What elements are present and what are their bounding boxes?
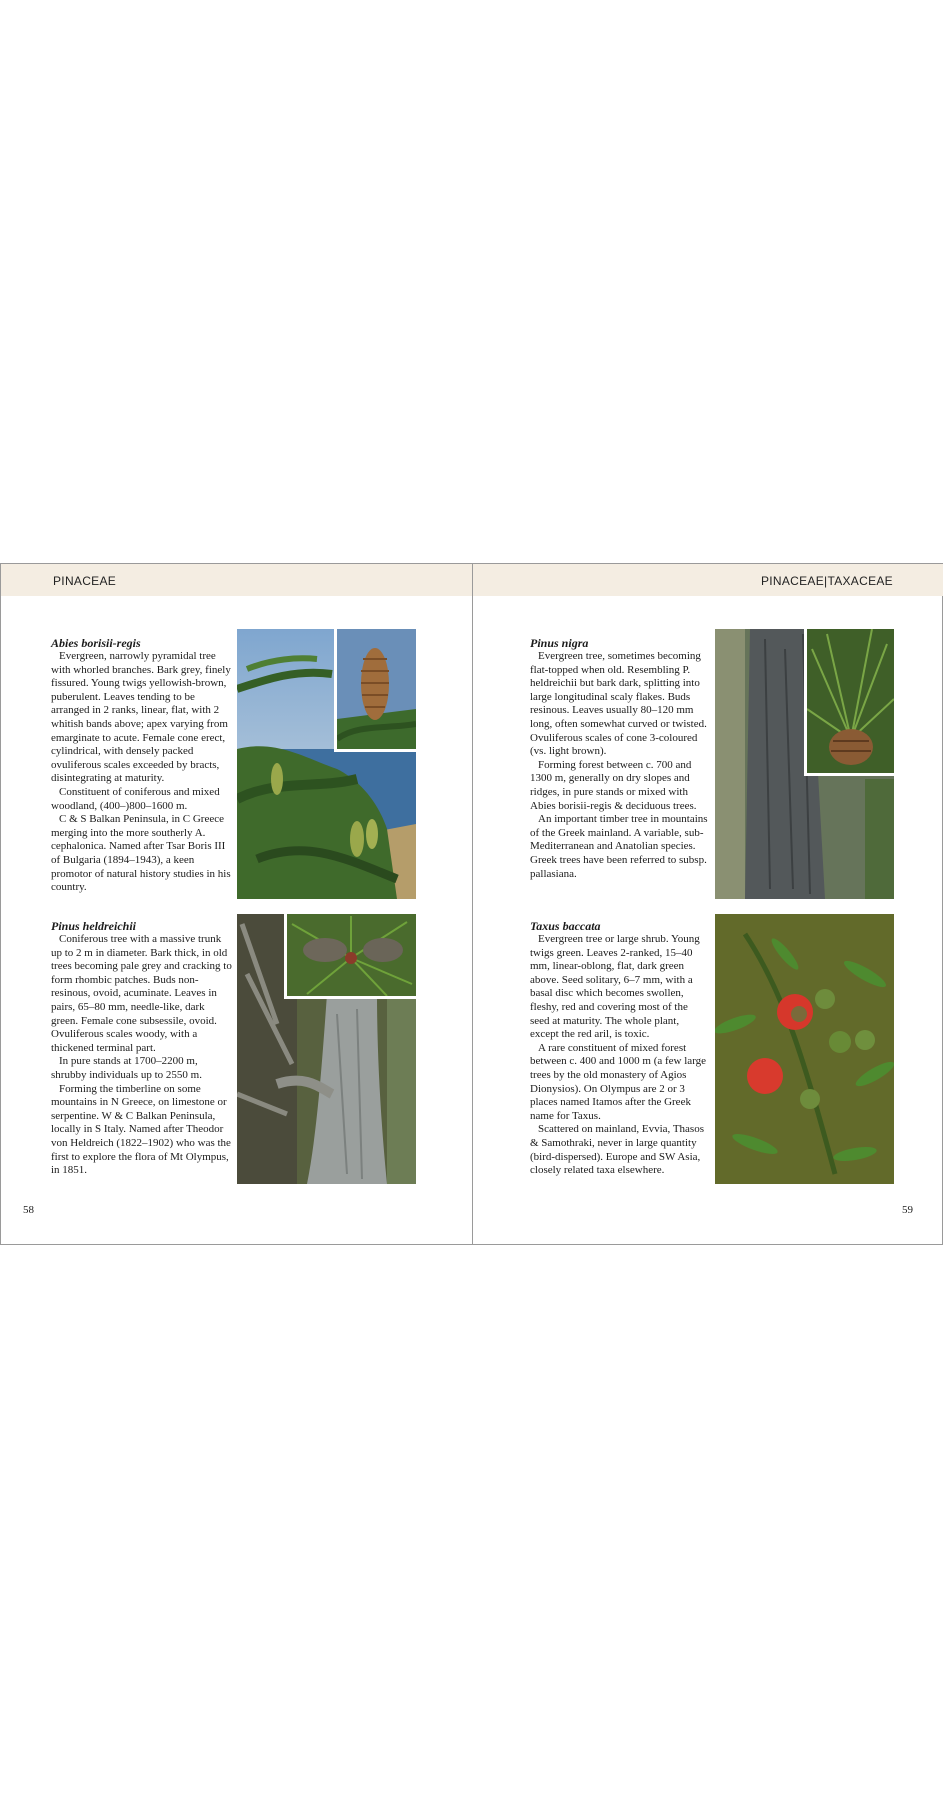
- species-name: Abies borisii-regis: [51, 636, 141, 650]
- pinus-nigra-cone-inset-photo: [804, 626, 897, 776]
- species-paragraph: Coniferous tree with a massive trunk up to 2 m in diameter. Bark thick, in old trees becoming pale grey and cracking to form rhombic patches. Buds non-resinous, ovoid, acuminate. Leaves in pairs, 65–80 mm, needle-like, dark green. Female cone subsessile, ovoid. Ovuliferous scales woody, with a thickened terminal part.: [51, 933, 232, 1054]
- species-name: Pinus heldreichii: [51, 919, 137, 933]
- species-paragraph: C & S Balkan Peninsula, in C Greece merging into the more southerly A. cephalonica. Named after Tsar Boris III of Bulgaria (1894–1943), a keen promotor of natural history studies in his country.: [51, 813, 231, 894]
- book-spread: [0, 563, 943, 1245]
- right-page: [473, 564, 943, 1244]
- species-entry-pinus-heldreichii: [51, 919, 234, 1178]
- species-entry-abies-borisii-regis: [51, 636, 234, 895]
- taxus-baccata-aril-photo: [715, 914, 894, 1184]
- running-head: [473, 564, 943, 596]
- page-number: 58: [23, 1204, 34, 1216]
- species-paragraph: Constituent of coniferous and mixed woodland, (400–)800–1600 m.: [51, 785, 220, 812]
- left-page: [1, 564, 473, 1244]
- species-paragraph: An important timber tree in mountains of the Greek mainland. A variable, sub-Mediterranean and Anatolian species. Greek trees have been referred to subsp. pallasiana.: [530, 813, 708, 880]
- species-entry-pinus-nigra: [530, 636, 708, 881]
- species-paragraph: In pure stands at 1700–2200 m, shrubby individuals up to 2550 m.: [51, 1055, 202, 1081]
- abies-cone-inset-photo: [334, 626, 419, 752]
- species-name: Taxus baccata: [530, 919, 601, 933]
- running-head-text: PINACEAE: [53, 574, 117, 588]
- running-head-text: PINACEAE|TAXACEAE: [760, 574, 893, 588]
- species-paragraph: Forming forest between c. 700 and 1300 m, generally on dry slopes and ridges, in pure stands or mixed with Abies borisii-regis & deciduous trees.: [530, 758, 697, 812]
- species-paragraph: A rare constituent of mixed forest between c. 400 and 1000 m (a few large trees by the old monastery of Agios Dionysios). On Olympus are 2 or 3 places named Itamos after the Greek name for Taxus.: [530, 1041, 707, 1122]
- species-paragraph: Evergreen tree or large shrub. Young twigs green. Leaves 2-ranked, 15–40 mm, linear-oblong, flat, dark green above. Seed solitary, 6–7 mm, with a basal disc which becomes swollen, fleshy, red and covering most of the seed at maturity. The whole plant, except the red aril, is toxic.: [530, 933, 700, 1041]
- pinus-heldreichii-cone-inset-photo: [284, 911, 419, 999]
- species-paragraph: Evergreen, narrowly pyramidal tree with whorled branches. Bark grey, finely fissured. Young twigs yellowish-brown, puberulent. Leaves tending to be arranged in 2 ranks, linear, flat, with 2 whitish bands above; apex varying from emarginate to acute. Female cone erect, cylindrical, with densely packed ovuliferous scales exceeded by bracts, disintegrating at maturity.: [51, 650, 231, 785]
- species-paragraph: Forming the timberline on some mountains in N Greece, on limestone or serpentine. W & C Balkan Peninsula, locally in S Italy. Named after Theodor von Heldreich (1822–1902) who was the first to explore the flora of Mt Olympus, in 1851.: [51, 1082, 231, 1177]
- page-number: 59: [902, 1204, 913, 1216]
- species-paragraph: Evergreen tree, sometimes becoming flat-topped when old. Resembling P. heldreichii but bark dark, splitting into large longitudinal scaly flakes. Buds resinous. Leaves usually 80–120 mm long, often somewhat curved or twisted. Ovuliferous scales of cone 3-coloured (vs. light brown).: [530, 650, 707, 758]
- species-name: Pinus nigra: [530, 636, 589, 650]
- running-head: [1, 564, 472, 596]
- species-entry-taxus-baccata: [530, 919, 708, 1178]
- species-paragraph: Scattered on mainland, Evvia, Thasos & Samothraki, never in large quantity (bird-dispersed). Europe and SW Asia, closely related taxa elsewhere.: [530, 1123, 704, 1177]
